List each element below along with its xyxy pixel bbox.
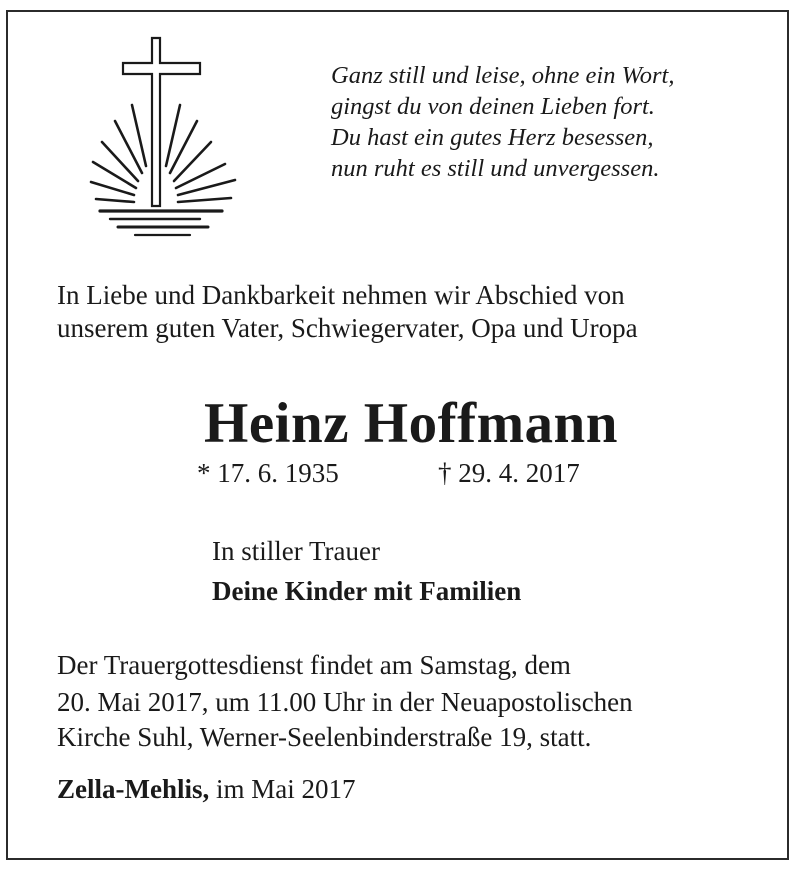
poem-line: nun ruht es still und unvergessen. <box>331 155 660 182</box>
cross-sunrise-water-icon <box>80 32 250 247</box>
deceased-name: Heinz Hoffmann <box>204 392 618 455</box>
death-date: † 29. 4. 2017 <box>438 458 580 488</box>
farewell-intro <box>57 279 777 345</box>
intro-line: unserem guten Vater, Schwiegervater, Opa und Uropa <box>57 313 638 343</box>
service-announcement <box>57 648 777 753</box>
poem-line: gingst du von deinen Lieben fort. <box>331 93 655 120</box>
birth-date: * 17. 6. 1935 <box>197 458 339 488</box>
intro-line: In Liebe und Dankbarkeit nehmen wir Abschied von <box>57 280 625 310</box>
service-line: 20. Mai 2017, um 11.00 Uhr in der Neuapostolischen <box>57 687 633 717</box>
mourners-signature: Deine Kinder mit Familien <box>212 576 522 606</box>
memorial-poem <box>331 60 771 184</box>
closing-date: im Mai 2017 <box>209 774 356 804</box>
service-line: Der Trauergottesdienst findet am Samstag, dem <box>57 650 571 680</box>
town-name: Zella-Mehlis, <box>57 774 210 804</box>
mourners-block <box>212 531 521 611</box>
mourning-phrase: In stiller Trauer <box>212 536 380 566</box>
poem-line: Du hast ein gutes Herz besessen, <box>331 124 654 151</box>
service-line: Kirche Suhl, Werner-Seelenbinderstraße 19, statt. <box>57 722 592 752</box>
place-and-date <box>57 772 355 806</box>
poem-line: Ganz still und leise, ohne ein Wort, <box>331 62 675 89</box>
